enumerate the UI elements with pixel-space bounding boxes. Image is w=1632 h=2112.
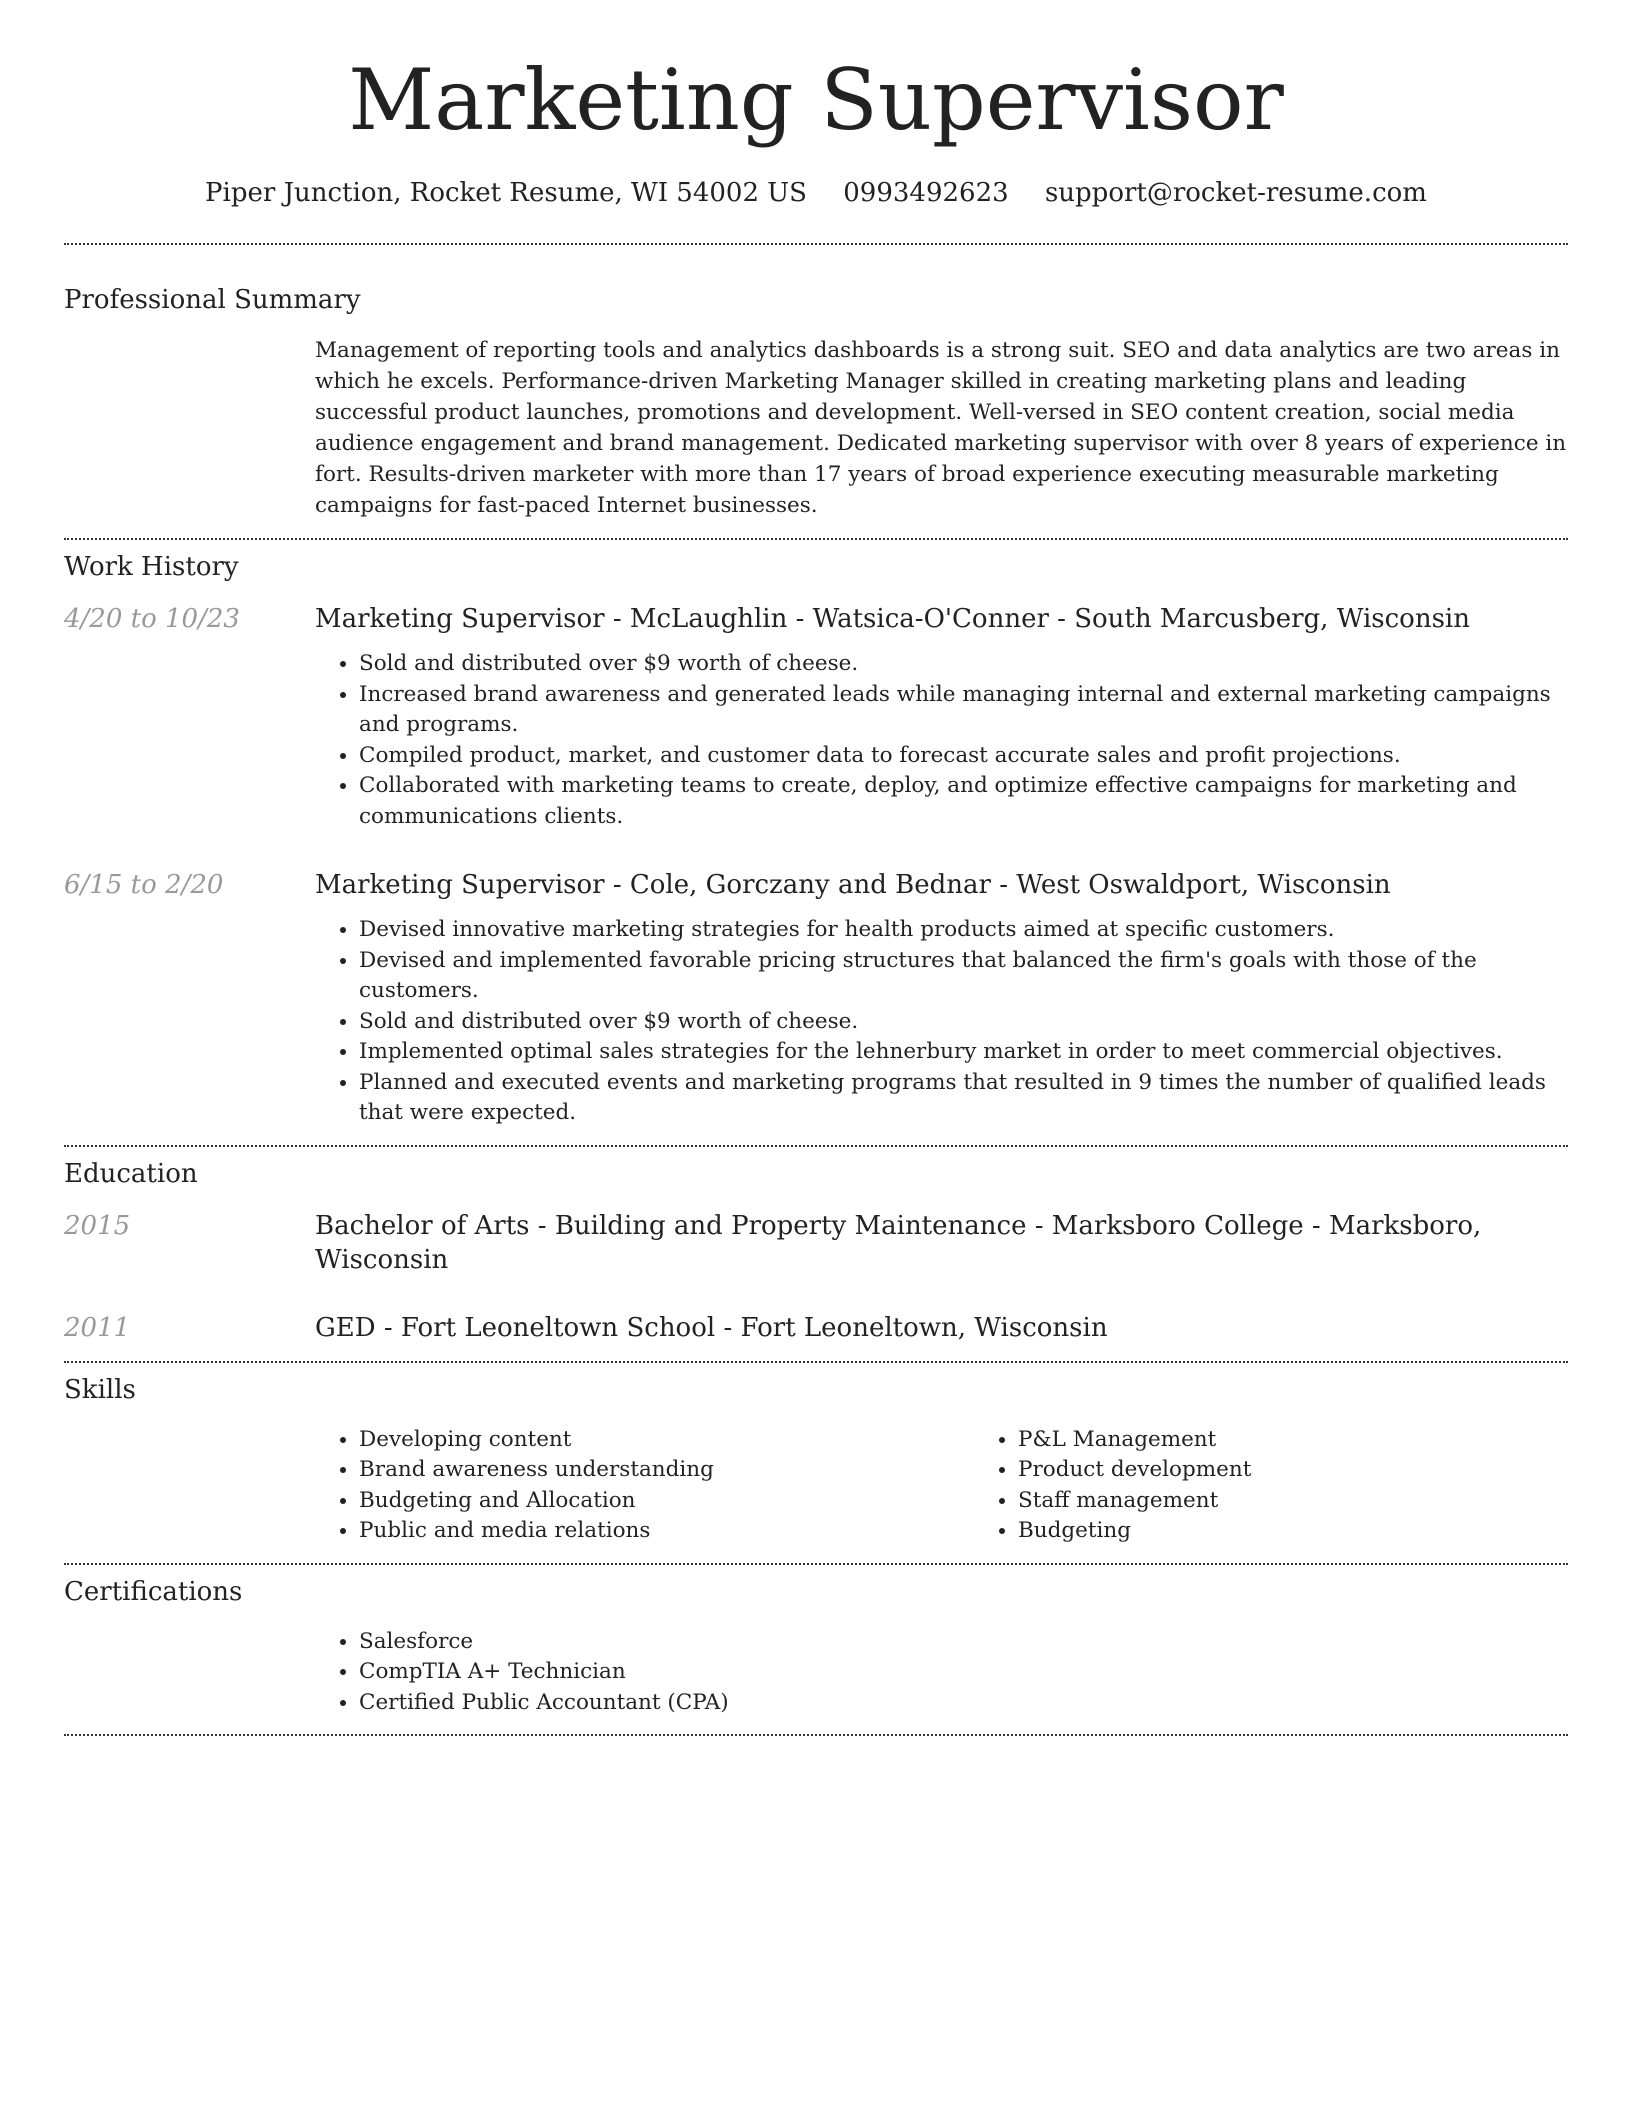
job-content bbox=[315, 868, 1568, 1129]
section-divider bbox=[64, 1563, 1568, 1565]
education-entry bbox=[64, 1209, 1568, 1277]
education-year: 2015 bbox=[64, 1210, 131, 1241]
list-item: • Devised innovative marketing strategies for health products aimed at specific customers. bbox=[359, 915, 1568, 946]
certifications-list bbox=[315, 1627, 1568, 1719]
section-divider bbox=[64, 1361, 1568, 1363]
section-divider bbox=[64, 1145, 1568, 1147]
contact-email: support@rocket-resume.com bbox=[1044, 178, 1427, 208]
section-title-education: Education bbox=[64, 1158, 198, 1189]
job-dates: 6/15 to 2/20 bbox=[64, 870, 224, 900]
skills-list-left bbox=[315, 1425, 974, 1547]
skills-row bbox=[64, 1425, 1568, 1547]
section-title-skills: Skills bbox=[64, 1374, 136, 1405]
contact-address: Piper Junction, Rocket Resume, WI 54002 US bbox=[205, 178, 807, 208]
summary-content bbox=[315, 335, 1568, 521]
section-title-certifications: Certifications bbox=[64, 1576, 243, 1607]
list-item: • Certified Public Accountant (CPA) bbox=[359, 1688, 1568, 1719]
section-title-work: Work History bbox=[64, 552, 239, 582]
certifications-row bbox=[64, 1627, 1568, 1719]
resume-name: Marketing Supervisor bbox=[348, 51, 1284, 149]
list-item: • Product development bbox=[1018, 1455, 1632, 1486]
job-entry bbox=[64, 868, 1568, 1129]
job-entry bbox=[64, 602, 1568, 832]
certifications-content bbox=[315, 1627, 1568, 1719]
list-item: • Sold and distributed over $9 worth of cheese. bbox=[359, 649, 1568, 680]
section-divider bbox=[64, 243, 1568, 245]
job-title: Marketing Supervisor - McLaughlin - Watsica-O'Conner - South Marcusberg, Wisconsin bbox=[315, 604, 1470, 634]
education-title: GED - Fort Leoneltown School - Fort Leoneltown, Wisconsin bbox=[315, 1312, 1108, 1343]
section-title-summary: Professional Summary bbox=[64, 285, 361, 315]
summary-spacer bbox=[64, 335, 315, 521]
list-item: • P&L Management bbox=[1018, 1425, 1632, 1456]
section-divider bbox=[64, 538, 1568, 540]
list-item: • Sold and distributed over $9 worth of cheese. bbox=[359, 1007, 1568, 1038]
skills-spacer bbox=[64, 1425, 315, 1547]
education-content bbox=[315, 1209, 1568, 1277]
job-title: Marketing Supervisor - Cole, Gorczany and Bednar - West Oswaldport, Wisconsin bbox=[315, 870, 1391, 900]
job-dates: 4/20 to 10/23 bbox=[64, 604, 240, 634]
list-item: • Brand awareness understanding bbox=[359, 1455, 974, 1486]
job-bullets bbox=[315, 649, 1568, 832]
list-item: • Planned and executed events and marketing programs that resulted in 9 times the number of qualified leads that were expected. bbox=[359, 1068, 1568, 1129]
list-item: • Budgeting bbox=[1018, 1516, 1632, 1547]
list-item: • Public and media relations bbox=[359, 1516, 974, 1547]
list-item: • Staff management bbox=[1018, 1486, 1632, 1517]
list-item: • Developing content bbox=[359, 1425, 974, 1456]
education-entry bbox=[64, 1311, 1568, 1345]
list-item: • Salesforce bbox=[359, 1627, 1568, 1658]
list-item: • Budgeting and Allocation bbox=[359, 1486, 974, 1517]
education-year: 2011 bbox=[64, 1312, 131, 1343]
list-item: • Devised and implemented favorable pricing structures that balanced the firm's goals with those of the customers. bbox=[359, 946, 1568, 1007]
skills-list-right bbox=[974, 1425, 1632, 1547]
certifications-spacer bbox=[64, 1627, 315, 1719]
education-content bbox=[315, 1311, 1568, 1345]
education-title: Bachelor of Arts - Building and Property Maintenance - Marksboro College - Marksboro, Wisconsin bbox=[315, 1210, 1482, 1275]
job-content bbox=[315, 602, 1568, 832]
job-bullets bbox=[315, 915, 1568, 1129]
summary-row bbox=[64, 335, 1568, 521]
skills-grid bbox=[315, 1425, 1632, 1547]
contact-line bbox=[64, 178, 1568, 208]
list-item: • Compiled product, market, and customer data to forecast accurate sales and profit projections. bbox=[359, 741, 1568, 772]
section-divider bbox=[64, 1734, 1568, 1736]
list-item: • Increased brand awareness and generated leads while managing internal and external marketing campaigns and programs. bbox=[359, 680, 1568, 741]
contact-phone: 0993492623 bbox=[843, 178, 1009, 208]
list-item: • CompTIA A+ Technician bbox=[359, 1657, 1568, 1688]
list-item: • Collaborated with marketing teams to create, deploy, and optimize effective campaigns for marketing and communications clients. bbox=[359, 771, 1568, 832]
summary-text: Management of reporting tools and analytics dashboards is a strong suit. SEO and data analytics are two areas in which he excels. Performance-driven Marketing Manager skilled in creating marketing plans and leading successful product launches, promotions and development. Well-versed in SEO content creation, social media audience engagement and brand management. Dedicated marketing supervisor with over 8 years of experience in fort. Results-driven marketer with more than 17 years of broad experience executing measurable marketing campaigns for fast-paced Internet businesses. bbox=[315, 338, 1567, 518]
list-item: • Implemented optimal sales strategies for the lehnerbury market in order to meet commercial objectives. bbox=[359, 1037, 1568, 1068]
